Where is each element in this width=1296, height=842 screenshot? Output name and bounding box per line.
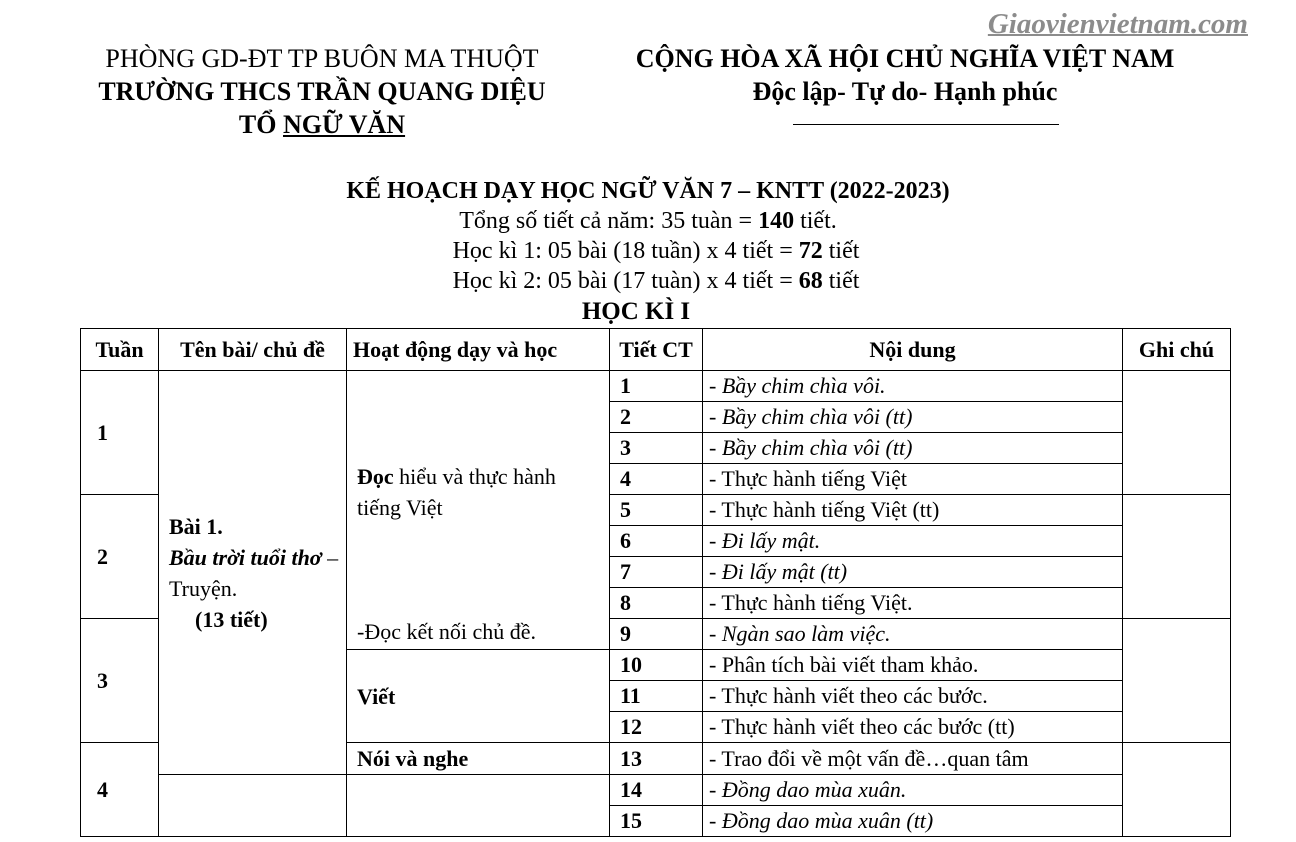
department-name: PHÒNG GD-ĐT TP BUÔN MA THUỘT: [105, 44, 539, 73]
content-cell: - Phân tích bài viết tham khảo.: [703, 650, 1123, 681]
hk1-prefix: Học kì 1: 05 bài (18 tuần) x 4 tiết =: [452, 238, 799, 264]
content-cell: [703, 619, 1123, 650]
content-dash: -: [709, 777, 722, 802]
activity-reading-rest: hiểu và thực hành tiếng Việt: [357, 464, 556, 520]
table-row: [81, 775, 1231, 806]
lesson-count: (13 tiết): [195, 606, 268, 632]
content-cell: - Thực hành viết theo các bước.: [703, 681, 1123, 712]
content-cell: [703, 775, 1123, 806]
hk1-suffix: tiết: [822, 238, 860, 264]
activity-writing-cell: Viết: [347, 650, 610, 743]
content-text: Đồng dao mùa xuân.: [721, 777, 907, 802]
content-cell: - Thực hành tiếng Việt: [703, 464, 1123, 495]
content-dash: -: [709, 808, 722, 833]
semester-heading: HỌC KÌ I: [581, 298, 691, 325]
hk2-suffix: tiết: [822, 268, 860, 294]
content-cell: - Trao đổi về một vấn đề…quan tâm: [703, 743, 1123, 775]
activity-connect: -Đọc kết nối chủ đề.: [357, 619, 536, 644]
content-cell: - Thực hành tiếng Việt (tt): [703, 495, 1123, 526]
note-cell: [1123, 619, 1231, 743]
tiet-cell: 2: [610, 402, 703, 433]
week-cell: 2: [81, 495, 159, 619]
tiet-cell: 15: [610, 806, 703, 837]
content-dash: -: [709, 528, 722, 553]
header-cell: Hoạt động dạy và học: [347, 329, 610, 371]
year-summary: [0, 208, 1296, 235]
week-cell: 1: [81, 371, 159, 495]
content-dash: -: [709, 435, 722, 460]
content-cell: [703, 806, 1123, 837]
content-cell: - Thực hành viết theo các bước (tt): [703, 712, 1123, 743]
page-title: KẾ HOẠCH DẠY HỌC NGỮ VĂN 7 – KNTT (2022-2023): [346, 178, 950, 204]
header-cell: Tuần: [81, 329, 159, 371]
tiet-cell: 7: [610, 557, 703, 588]
motto: Độc lập- Tự do- Hạnh phúc: [752, 77, 1058, 106]
activity-cell-next: [347, 775, 610, 837]
content-text: Bầy chim chìa vôi.: [721, 373, 886, 398]
tiet-cell: 13: [610, 743, 703, 775]
lesson-cell: [159, 371, 347, 775]
group-subject: NGỮ VĂN: [283, 110, 406, 139]
hk1-total: 72: [798, 238, 823, 264]
note-cell: [1123, 371, 1231, 495]
lesson-name: Bầu trời tuổi thơ: [169, 544, 322, 570]
header-cell: Tên bài/ chủ đề: [159, 329, 347, 371]
year-suffix: tiết.: [794, 208, 837, 234]
content-dash: -: [709, 373, 722, 398]
tiet-cell: 6: [610, 526, 703, 557]
lesson-plan-table: [80, 328, 1231, 837]
note-cell: [1123, 495, 1231, 619]
group-name: [52, 110, 592, 140]
semester2-summary: [8, 268, 1296, 295]
country-name: CỘNG HÒA XÃ HỘI CHỦ NGHĨA VIỆT NAM: [635, 44, 1175, 73]
week-cell: 4: [81, 743, 159, 837]
year-total: 140: [758, 208, 795, 234]
motto-underline: [793, 124, 1059, 125]
tiet-cell: 1: [610, 371, 703, 402]
content-dash: -: [709, 404, 722, 429]
note-cell: [1123, 743, 1231, 837]
lesson-genre: – Truyện.: [169, 544, 339, 601]
semester1-summary: [8, 238, 1296, 265]
tiet-cell: 11: [610, 681, 703, 712]
header-cell: Tiết CT: [610, 329, 703, 371]
content-cell: [703, 557, 1123, 588]
content-cell: [703, 433, 1123, 464]
tiet-cell: 4: [610, 464, 703, 495]
group-prefix: TỔ: [238, 110, 283, 139]
table-row: [81, 371, 1231, 402]
content-text: Bầy chim chìa vôi (tt): [721, 404, 913, 429]
activity-reading-bold: Đọc: [357, 464, 394, 489]
tiet-cell: 12: [610, 712, 703, 743]
activity-speaking-cell: Nói và nghe: [347, 743, 610, 775]
header-cell: Ghi chú: [1123, 329, 1231, 371]
hk2-prefix: Học kì 2: 05 bài (17 tuàn) x 4 tiết =: [452, 268, 799, 294]
year-prefix: Tổng số tiết cả năm: 35 tuàn =: [459, 208, 759, 234]
tiet-cell: 5: [610, 495, 703, 526]
content-text: Đồng dao mùa xuân (tt): [721, 808, 934, 833]
content-cell: [703, 402, 1123, 433]
activity-reading-cell: [347, 371, 610, 650]
header-cell: Nội dung: [703, 329, 1123, 371]
content-cell: [703, 371, 1123, 402]
content-text: Đi lấy mật.: [721, 528, 821, 553]
week-cell: 3: [81, 619, 159, 743]
content-dash: -: [709, 559, 722, 584]
lesson-title: Bài 1.: [169, 513, 223, 539]
tiet-cell: 9: [610, 619, 703, 650]
tiet-cell: 14: [610, 775, 703, 806]
watermark-logo: Giaovienvietnam.com: [987, 8, 1248, 40]
tiet-cell: 3: [610, 433, 703, 464]
tiet-cell: 8: [610, 588, 703, 619]
table-header-row: [81, 329, 1231, 371]
hk2-total: 68: [798, 268, 823, 294]
lesson-cell-next: [159, 775, 347, 837]
content-text: Bầy chim chìa vôi (tt): [721, 435, 913, 460]
content-dash: -: [709, 621, 722, 646]
school-name: TRƯỜNG THCS TRẦN QUANG DIỆU: [98, 77, 546, 106]
tiet-cell: 10: [610, 650, 703, 681]
content-cell: [703, 526, 1123, 557]
content-text: Ngàn sao làm việc.: [721, 621, 891, 646]
content-cell: - Thực hành tiếng Việt.: [703, 588, 1123, 619]
content-text: Đi lấy mật (tt): [721, 559, 848, 584]
